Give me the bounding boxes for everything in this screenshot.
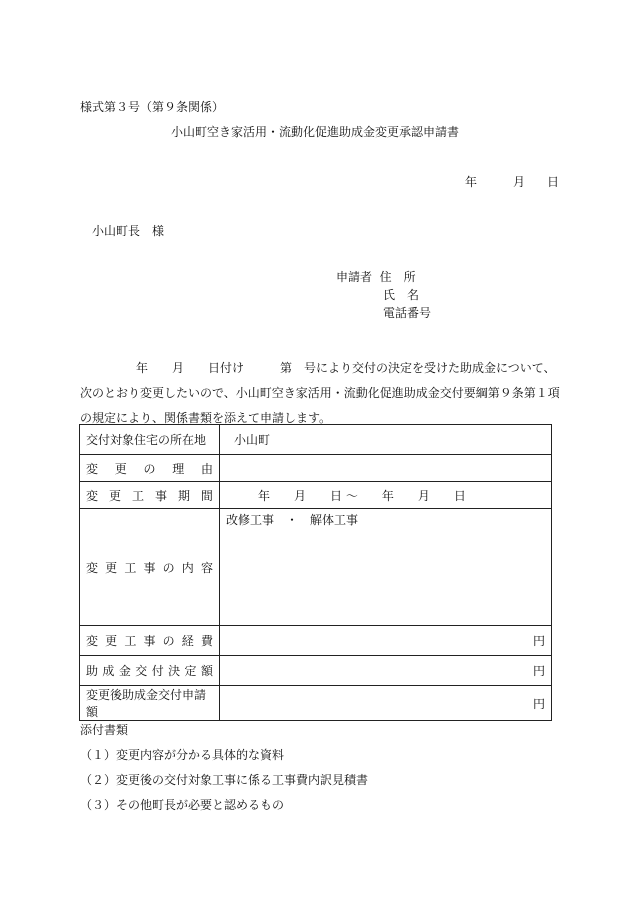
label-char: 更 xyxy=(105,634,118,648)
label-char: 交 xyxy=(135,664,148,678)
row-label-cost xyxy=(80,626,220,656)
row-label-content xyxy=(80,509,220,626)
label-char: の xyxy=(162,634,175,648)
label-char: 工 xyxy=(131,488,144,503)
cost-label-spaced xyxy=(86,632,213,649)
label-char: 工 xyxy=(124,634,137,648)
row-label-location: 交付対象住宅の所在地 xyxy=(80,425,220,455)
body-line-2: 次のとおり変更したいので、小山町空き家活用・流動化促進助成金交付要綱第９条第１項 xyxy=(80,386,560,400)
table-row xyxy=(80,686,552,721)
label-char: 付 xyxy=(151,664,164,678)
label-char: 更 xyxy=(108,488,121,503)
date-year: 年 xyxy=(465,175,478,189)
applicant-label: 申請者 xyxy=(336,270,373,284)
body-line-3: の規定により、関係書類を添えて申請します。 xyxy=(80,411,332,425)
row-label-period xyxy=(80,482,220,509)
document-title: 小山町空き家活用・流動化促進助成金変更承認申請書 xyxy=(170,125,459,139)
table-row xyxy=(80,656,552,686)
label-char: 事 xyxy=(143,634,156,648)
date-day: 日 xyxy=(547,175,560,189)
label-char: 由 xyxy=(200,461,213,476)
attachment-item: （２）変更後の交付対象工事に係る工事費内訳見積書 xyxy=(80,773,369,787)
row-value-requested[interactable]: 円 xyxy=(220,686,552,721)
table-row xyxy=(80,482,552,509)
label-char: 工 xyxy=(124,560,137,575)
attachment-item: （１）変更内容が分かる具体的な資料 xyxy=(80,748,285,762)
label-char: 決 xyxy=(168,664,181,678)
row-value-location[interactable]: 小山町 xyxy=(220,425,552,455)
label-char: の xyxy=(143,461,156,476)
table-row xyxy=(80,509,552,626)
row-value-period[interactable]: 年 月 日 〜 年 月 日 xyxy=(220,482,552,509)
table-row xyxy=(80,626,552,656)
attachments xyxy=(80,718,368,818)
label-char: 容 xyxy=(200,560,213,575)
label-char: 変 xyxy=(86,461,99,476)
label-char: 経 xyxy=(181,634,194,648)
attachment-item: （３）その他町長が必要と認めるもの xyxy=(80,798,285,812)
label-char: 助 xyxy=(86,664,99,678)
label-char: 変 xyxy=(86,488,99,503)
form-number: 様式第３号（第９条関係） xyxy=(80,100,225,114)
label-char: 事 xyxy=(154,488,167,503)
row-value-cost[interactable]: 円 xyxy=(220,626,552,656)
date-line xyxy=(465,173,559,190)
row-label-reason xyxy=(80,455,220,482)
row-label-decided xyxy=(80,656,220,686)
label-char: 変 xyxy=(86,560,99,575)
label-char: 事 xyxy=(143,560,156,575)
label-char: 間 xyxy=(200,488,213,503)
table-row xyxy=(80,455,552,482)
content-label-spaced xyxy=(86,559,213,576)
address-label: 住 所 xyxy=(379,270,416,284)
row-value-content[interactable]: 改修工事 ・ 解体工事 xyxy=(220,509,552,626)
name-label: 氏 名 xyxy=(383,288,420,302)
label-char: 額 xyxy=(200,664,213,678)
label-char: 変 xyxy=(86,634,99,648)
attachments-heading: 添付書類 xyxy=(80,723,129,737)
label-char: 定 xyxy=(184,664,197,678)
applicant-block xyxy=(336,268,431,322)
label-char: 理 xyxy=(172,461,185,476)
body-text xyxy=(80,356,560,431)
label-char: 費 xyxy=(200,634,213,648)
label-char: の xyxy=(162,560,175,575)
addressee: 小山町長 様 xyxy=(92,224,165,238)
label-char: 更 xyxy=(105,560,118,575)
table-row xyxy=(80,425,552,455)
label-char: 内 xyxy=(181,560,194,575)
row-label-requested: 変更後助成金交付申請額 xyxy=(80,686,220,721)
decided-label-spaced xyxy=(86,662,213,679)
body-line-1: 年 月 日付け 第 号により交付の決定を受けた助成金について、 xyxy=(136,361,556,375)
row-value-reason[interactable] xyxy=(220,455,552,482)
row-value-decided[interactable]: 円 xyxy=(220,656,552,686)
label-char: 成 xyxy=(102,664,115,678)
phone-label: 電話番号 xyxy=(383,306,432,320)
period-label-spaced xyxy=(86,487,213,504)
label-char: 期 xyxy=(177,488,190,503)
date-month: 月 xyxy=(513,175,526,189)
label-char: 金 xyxy=(118,664,131,678)
label-char: 更 xyxy=(114,461,127,476)
application-table xyxy=(79,424,552,721)
reason-label-spaced xyxy=(86,460,213,477)
